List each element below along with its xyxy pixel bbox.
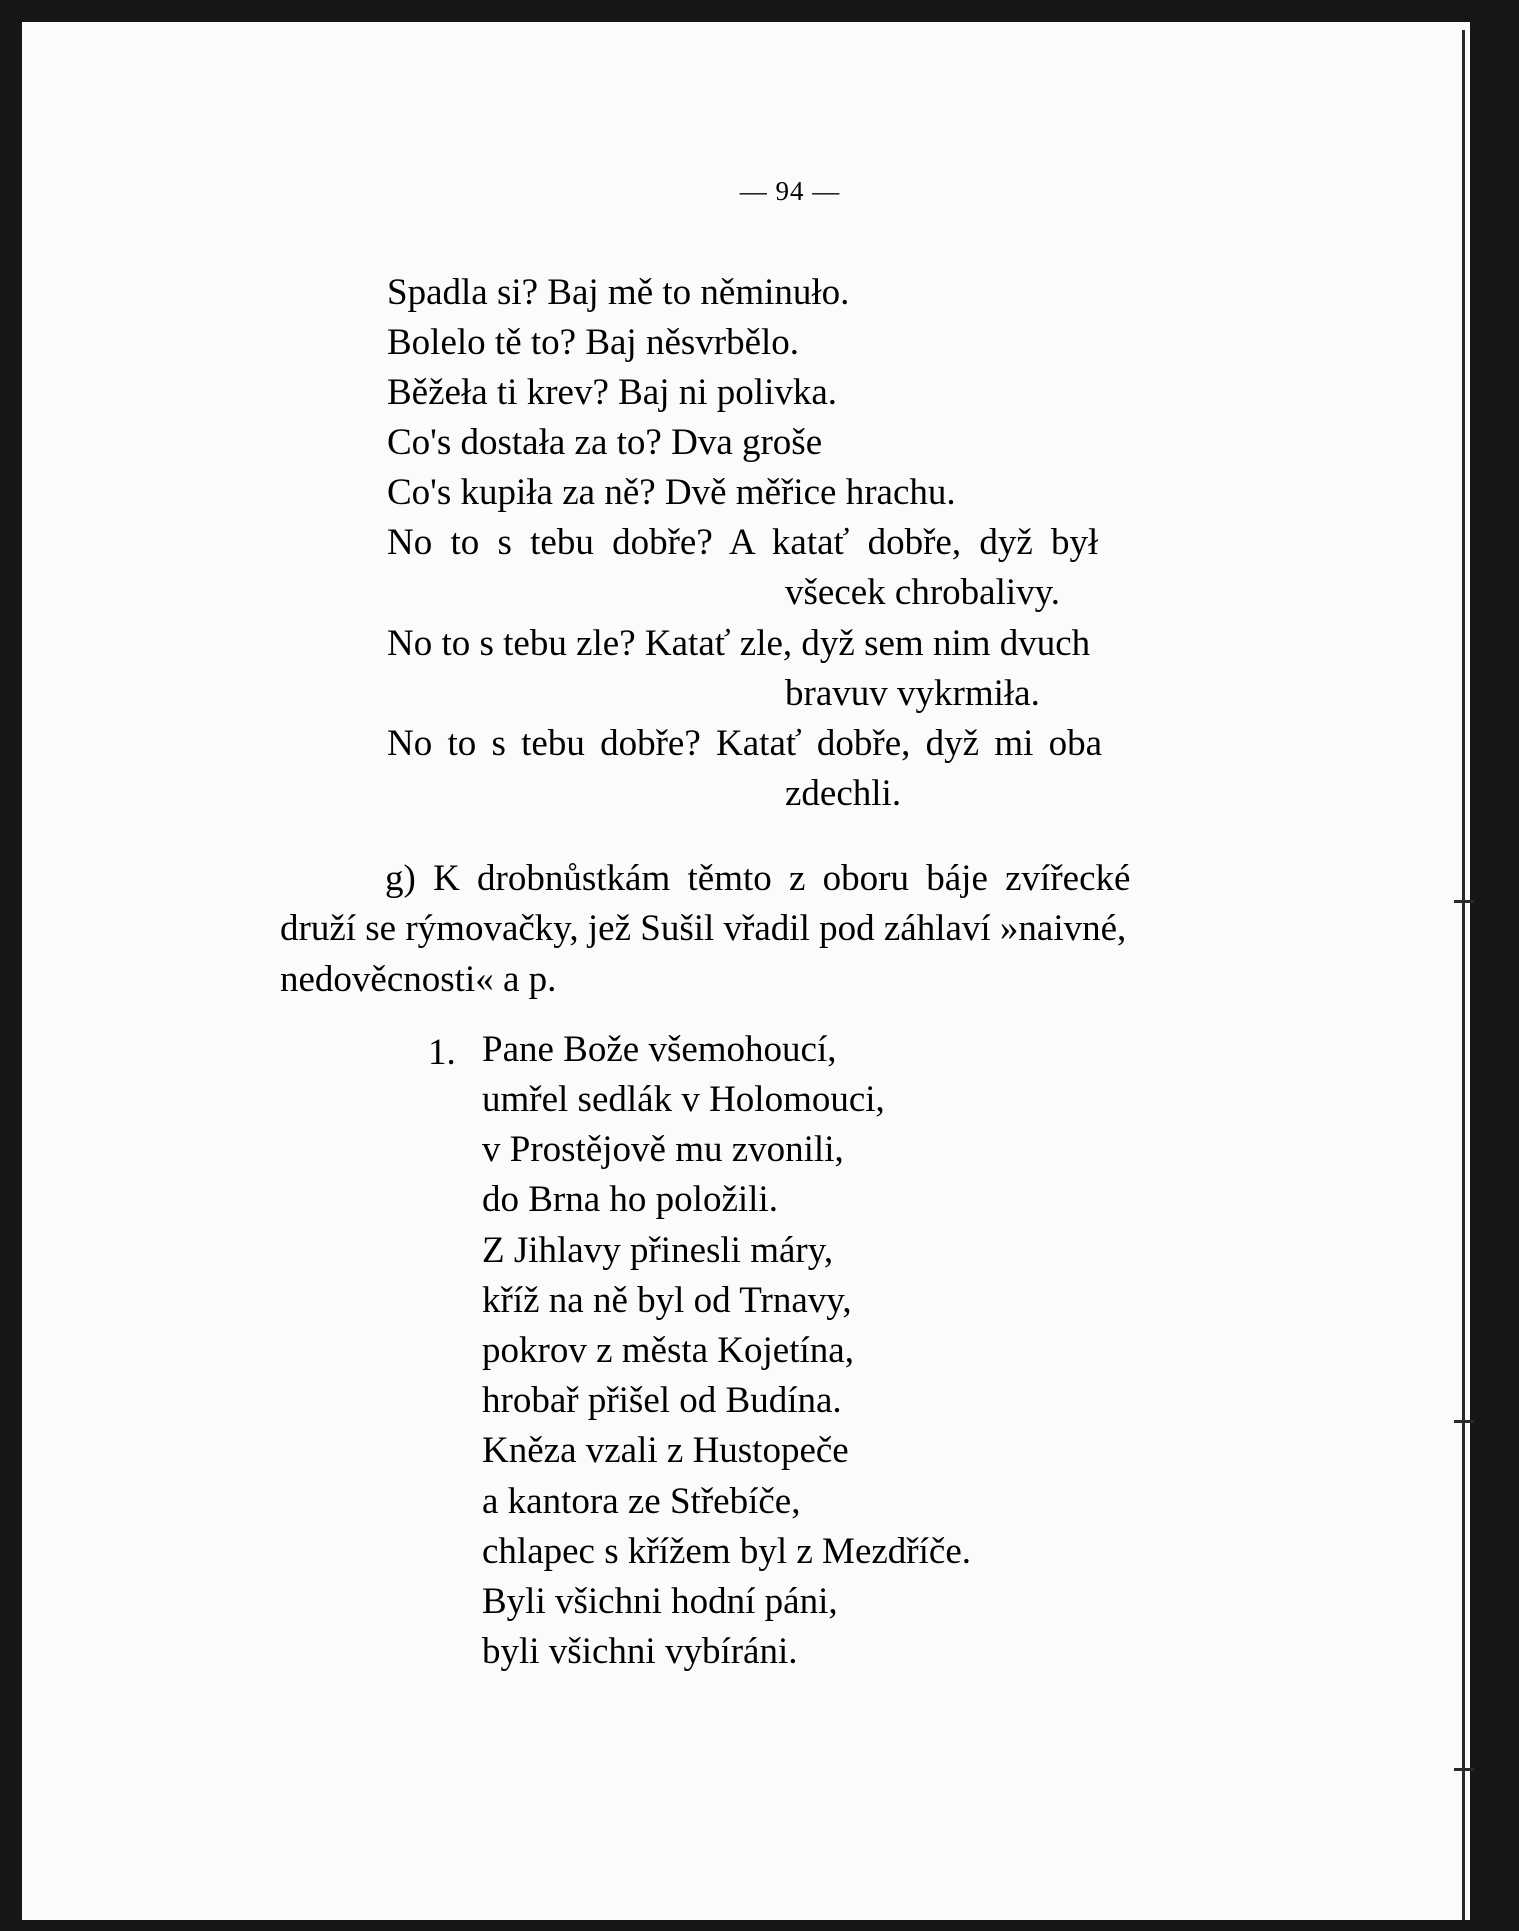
verse-line: Spadla si? Baj mě to něminuło. <box>387 272 850 313</box>
poem-line: hrobař přišel od Budína. <box>482 1380 842 1421</box>
page-number: — 94 — <box>739 176 841 206</box>
poem-line: pokrov z města Kojetína, <box>482 1330 854 1371</box>
poem-line: Kněza vzali z Hustopeče <box>482 1430 849 1471</box>
poem-line: chlapec s křížem byl z Mezdříče. <box>482 1531 971 1572</box>
edge-tick <box>1454 900 1474 903</box>
poem-line: do Brna ho položili. <box>482 1179 778 1220</box>
verse-line: No to s tebu dobře? A katať dobře, dyž był <box>387 522 1099 563</box>
verse-line: Běžeła ti krev? Baj ni polivka. <box>387 372 838 413</box>
verse-line: Co's dostała za to? Dva groše <box>387 422 823 463</box>
poem-line: Pane Bože všemohoucí, <box>482 1029 837 1070</box>
verse-line: Bolelo tě to? Baj něsvrbělo. <box>387 322 800 363</box>
poem-line: byli všichni vybíráni. <box>482 1631 798 1672</box>
paragraph-line: druží se rýmovačky, jež Sušil vřadil pod záhlaví »naivné, <box>280 908 1127 949</box>
paragraph-line: g) K drobnůstkám těmto z oboru báje zvířecké <box>385 858 1131 899</box>
paragraph-line: nedověcnosti« a p. <box>280 959 557 1000</box>
poem-line: v Prostějově mu zvonili, <box>482 1129 844 1170</box>
poem-number: 1. <box>428 1032 456 1073</box>
poem-line: a kantora ze Střebíče, <box>482 1481 801 1522</box>
page-edge-line <box>1462 30 1465 1920</box>
verse-line-continuation: všecek chrobalivy. <box>785 572 1060 613</box>
poem-line: umřel sedlák v Holomouci, <box>482 1079 885 1120</box>
poem-line: kříž na ně byl od Trnavy, <box>482 1280 852 1321</box>
verse-line: No to s tebu zle? Katať zle, dyž sem nim dvuch <box>387 623 1091 664</box>
edge-tick <box>1454 1420 1474 1423</box>
verse-line-continuation: zdechli. <box>785 773 902 814</box>
edge-tick <box>1454 1768 1474 1771</box>
verse-line-continuation: bravuv vykrmiła. <box>785 673 1040 714</box>
poem-line: Byli všichni hodní páni, <box>482 1581 838 1622</box>
verse-line: Co's kupiła za ně? Dvě měřice hrachu. <box>387 472 956 513</box>
verse-line: No to s tebu dobře? Katať dobře, dyž mi oba <box>387 723 1103 764</box>
poem-line: Z Jihlavy přinesli máry, <box>482 1230 834 1271</box>
